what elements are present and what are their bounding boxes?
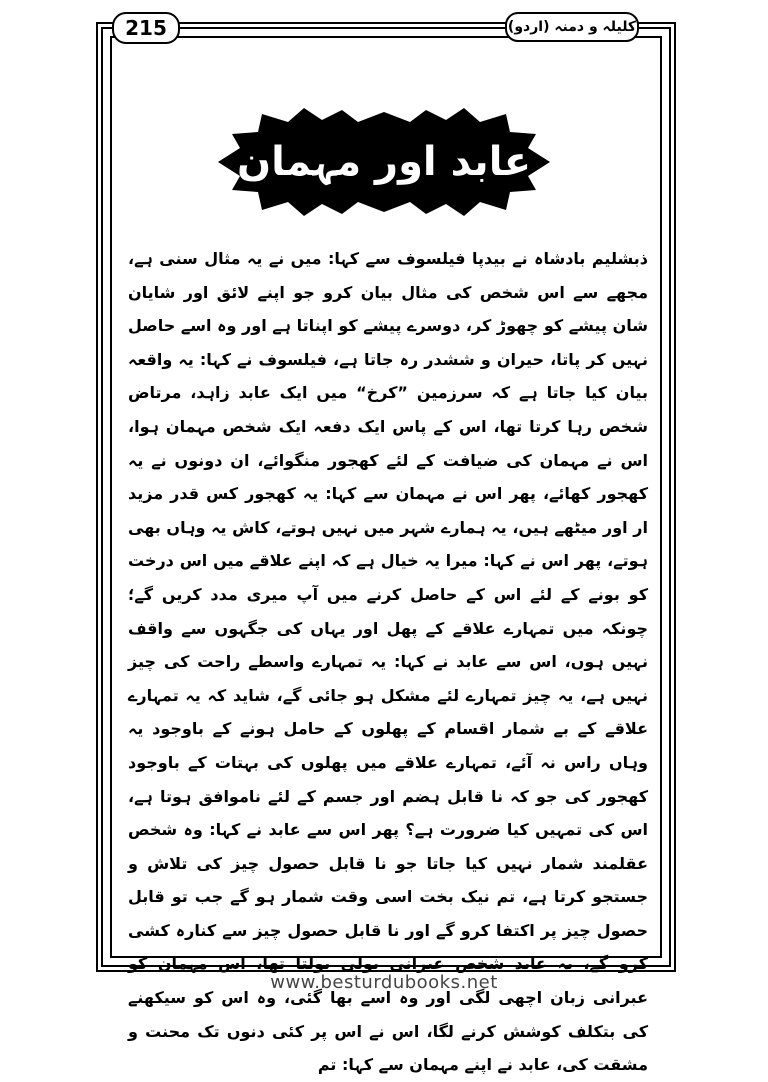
body-paragraph: ذبشلیم بادشاہ نے بیدپا فیلسوف سے کہا: میں نے یہ مثال سنی ہے، مجھے سے اس شخص کی مثال بیان کرو جو اپنے لائق اور شایان شان پیشے کو چھوڑ کر، دوسرے پیشے کو اپناتا ہے اور وہ اسے حاصل نہیں کر پاتا، حیران و ششدر رہ جاتا ہے، فیلسوف نے کہا: یہ واقعہ بیان کیا جاتا ہے کہ سرزمین ”کرخ“ میں ایک عابد زاہد، مرتاض شخص رہا کرتا تھا، اس کے پاس ایک دفعہ ایک شخص مہمان ہوا، اس نے مہمان کی ضیافت کے لئے کھجور منگوائے، ان دونوں نے یہ کھجور کھائے، پھر اس نے مہمان سے کہا: یہ کھجور کس قدر مزید ار اور میٹھے ہیں، یہ ہمارے شہر میں نہیں ہوتے، کاش یہ وہاں بھی ہوتے، پھر اس نے کہا: میرا یہ خیال ہے کہ اپنے علاقے میں اس درخت کو بونے کے لئے اس کے حاصل کرنے میں آپ میری مدد کریں گے؛ چونکہ میں تمہارے علاقے کے پھل اور یہاں کی جگہوں سے واقف نہیں ہوں، اس سے عابد نے کہا: یہ تمہارے واسطے راحت کی چیز نہیں ہے، یہ چیز تمہارے لئے مشکل ہو جائی گے، شاید کہ یہ تمہارے علاقے کے بے شمار اقسام کے پھلوں کے حامل ہونے کے باوجود یہ وہاں راس نہ آئے، تمہارے علاقے میں پھلوں کی بہتات کے باوجود کھجور کی جو کہ نا قابل ہضم اور جسم کے لئے ناموافق ہوتا ہے، اس کی تمہیں کیا ضرورت ہے؟ پھر اس سے عابد نے کہا: وہ شخص عقلمند شمار نہیں کیا جاتا جو نا قابل حصول چیز کی تلاش و جستجو کرتا ہے، تم نیک بخت اسی وقت شمار ہو گے جب تو قابل حصول چیز پر اکتفا کرو گے اور نا قابل حصول چیز سے کنارہ کشی کرو گے، یہ عابد شخص عبرانی بولی بولتا تھا، اس مہمان کو عبرانی زبان اچھی لگی اور وہ اسے بھا گئی، وہ اس کو سیکھنے کی بتکلف کوشش کرنے لگا، اس نے اس پر کئی دنوں تک محنت و مشقت کی، عابد نے اپنے مہمان سے کہا: تم <box>128 249 648 1075</box>
chapter-title: عابد اور مہمان <box>236 139 532 185</box>
chapter-title-banner <box>218 108 550 216</box>
footer-url: www.besturdubooks.net <box>270 972 498 993</box>
page-number: 215 <box>112 12 180 44</box>
book-title-header: کلیلہ و دمنہ (اردو) <box>505 12 639 42</box>
